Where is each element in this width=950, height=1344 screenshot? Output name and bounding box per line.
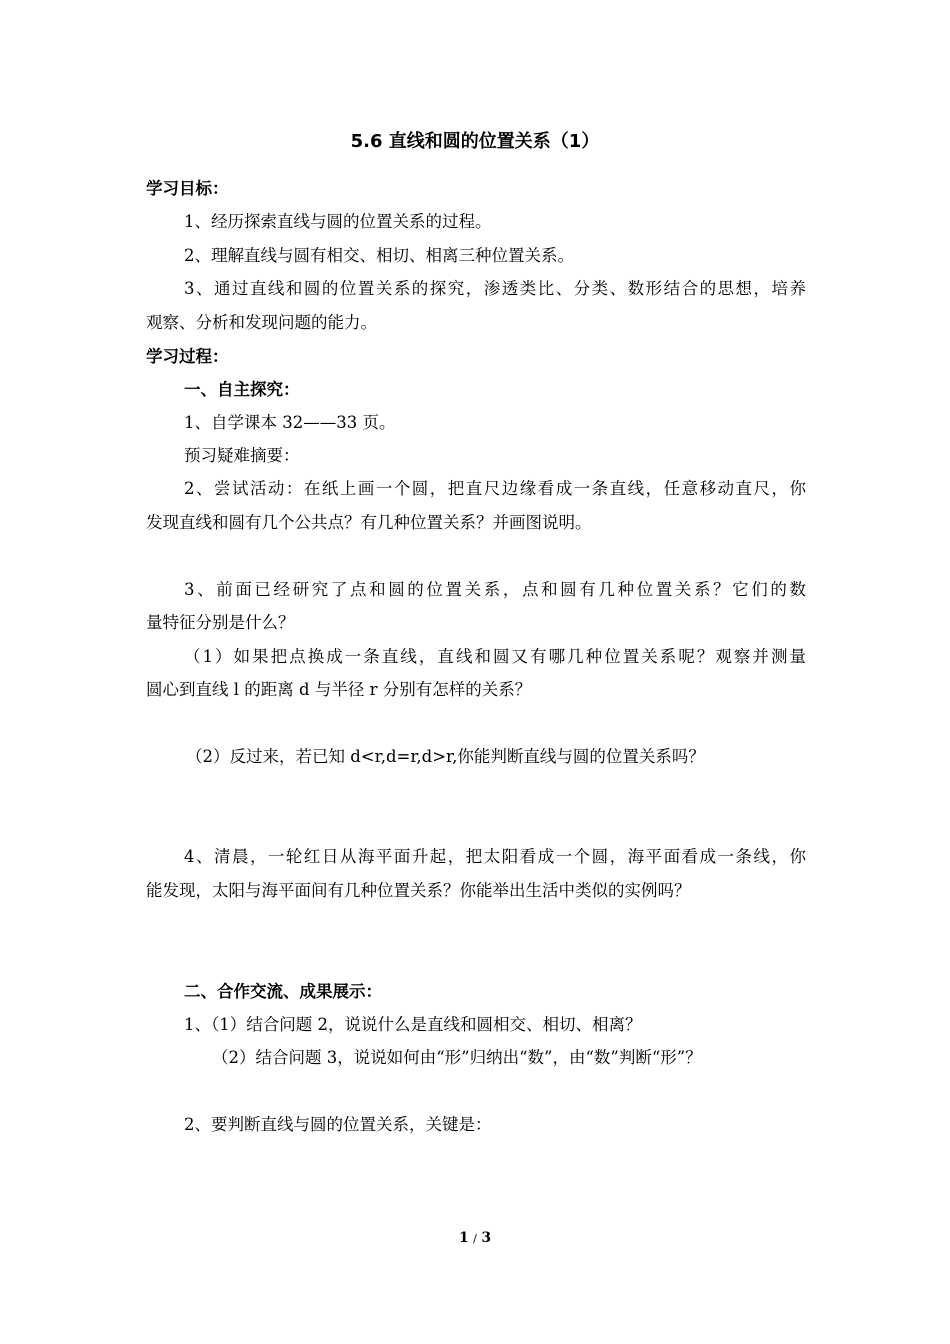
section1-line: 圆心到直线 l 的距离 d 与半径 r 分别有怎样的关系？ [146, 680, 532, 699]
section1-line: 3、前面已经研究了点和圆的位置关系，点和圆有几种位置关系？它们的数 [184, 580, 806, 599]
process-heading: 学习过程： [146, 347, 229, 366]
goal-item: 3、通过直线和圆的位置关系的探究，渗透类比、分类、数形结合的思想，培养 [184, 279, 806, 298]
section1-line: 量特征分别是什么？ [146, 613, 295, 632]
goal-item-continuation: 观察、分析和发现问题的能力。 [146, 313, 377, 332]
page-title: 5.6 直线和圆的位置关系（1） [350, 131, 600, 152]
section1-line: （1）如果把点换成一条直线，直线和圆又有哪几种位置关系呢？观察并测量 [184, 647, 806, 666]
section2-line: 1、（1）结合问题 2，说说什么是直线和圆相交、相切、相离？ [184, 1015, 642, 1034]
page-number-total: 3 [481, 1230, 492, 1246]
goal-item: 1、经历探索直线与圆的位置关系的过程。 [184, 212, 492, 231]
section1-line: （2）反过来，若已知 d<r,d=r,d>r,你能判断直线与圆的位置关系吗？ [186, 747, 705, 766]
section1-line: 发现直线和圆有几个公共点？有几种位置关系？并画图说明。 [146, 513, 592, 532]
page-number-current: 1 [458, 1230, 469, 1246]
section2-line: （2）结合问题 3，说说如何由“形”归纳出“数”，由“数”判断“形”？ [212, 1048, 702, 1067]
goal-item: 2、理解直线与圆有相交、相切、相离三种位置关系。 [184, 246, 574, 265]
section1-line: 能发现，太阳与海平面间有几种位置关系？你能举出生活中类似的实例吗？ [146, 881, 691, 900]
page-number-separator: / [473, 1232, 477, 1245]
goals-heading: 学习目标： [146, 179, 229, 198]
section1-line: 4、清晨，一轮红日从海平面升起，把太阳看成一个圆，海平面看成一条线，你 [184, 847, 806, 866]
section2-line: 2、要判断直线与圆的位置关系，关键是： [184, 1115, 492, 1134]
section2-heading: 二、合作交流、成果展示： [184, 982, 382, 1001]
page-number [0, 1229, 950, 1248]
section1-line: 2、尝试活动：在纸上画一个圆，把直尺边缘看成一条直线，任意移动直尺，你 [184, 479, 806, 498]
section1-line: 预习疑难摘要： [184, 446, 300, 465]
section1-line: 1、自学课本 32——33 页。 [184, 413, 396, 432]
section1-heading: 一、自主探究： [184, 380, 300, 399]
